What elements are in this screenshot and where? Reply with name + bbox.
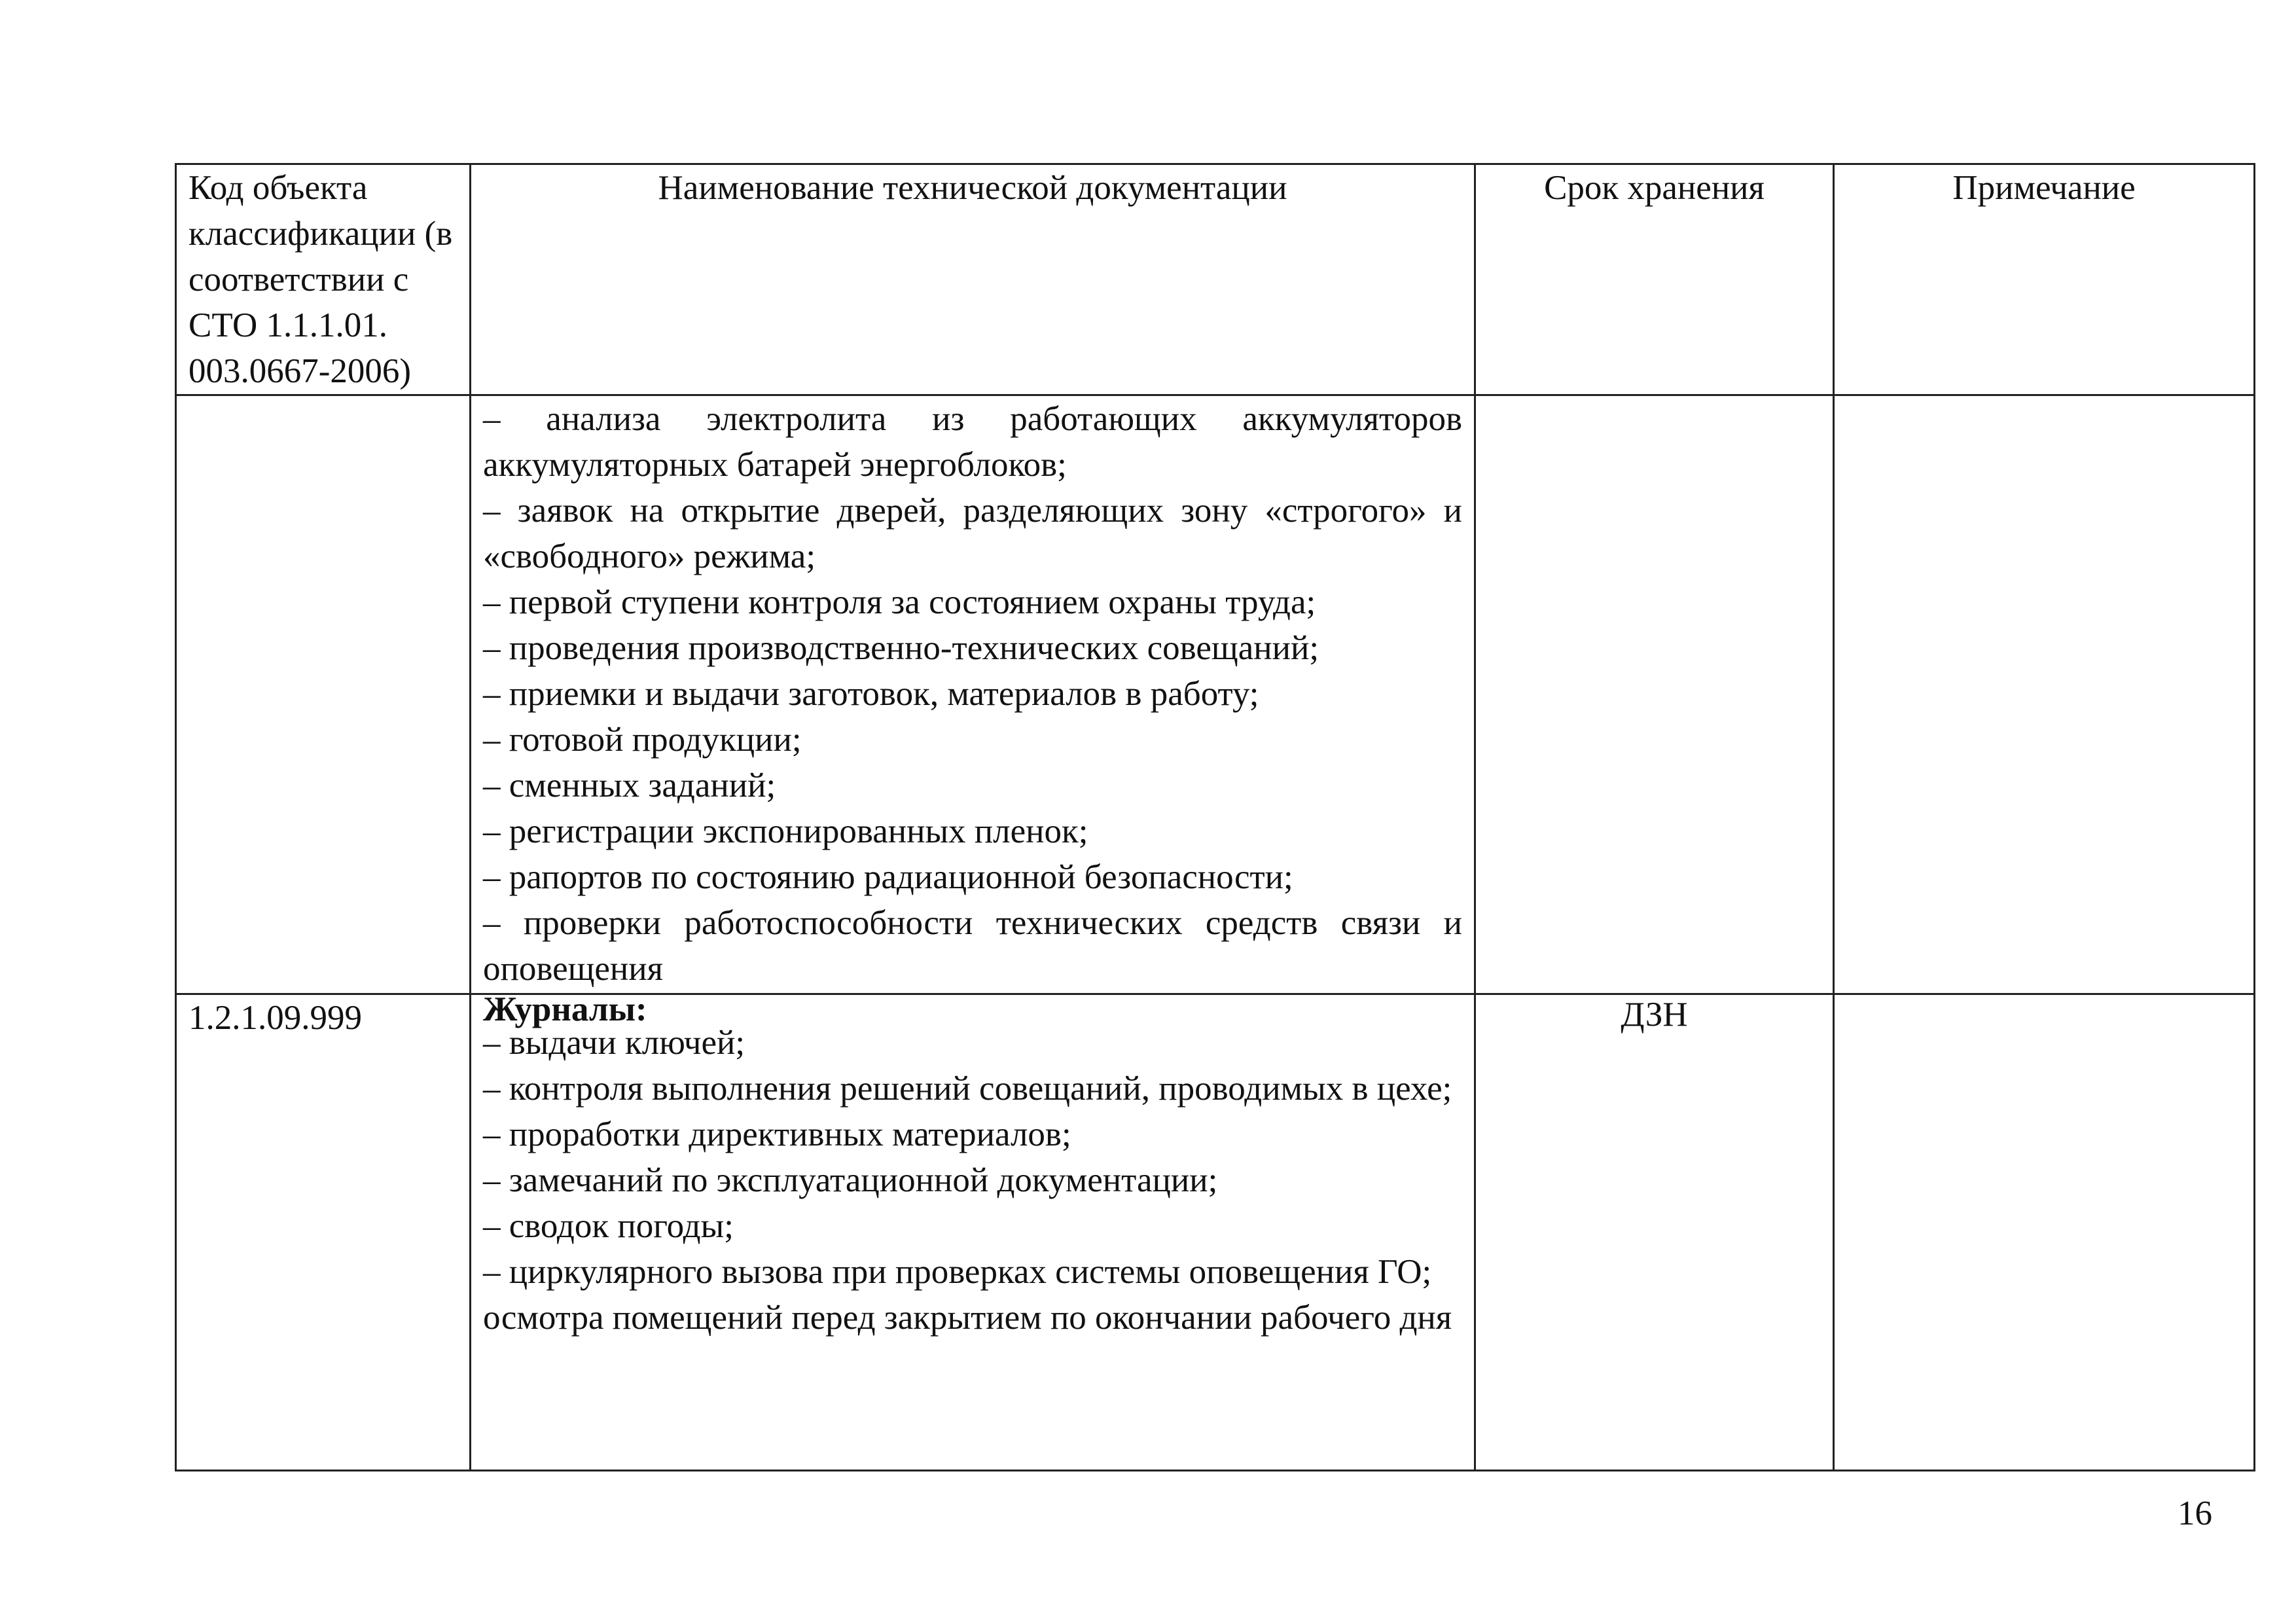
row-note-cell xyxy=(1834,395,2255,994)
header-note: Примечание xyxy=(1834,164,2255,395)
list-item: осмотра помещений перед закрытием по окончании рабочего дня xyxy=(483,1299,1452,1337)
row-term-cell: ДЗН xyxy=(1475,994,1834,1471)
list-item: – проверки работоспособности технических средств связи и оповещения xyxy=(483,904,1462,988)
doc-items-list xyxy=(483,1020,1462,1341)
page-number: 16 xyxy=(2178,1494,2212,1532)
list-item: – сменных заданий; xyxy=(483,767,776,804)
list-item: – циркулярного вызова при проверках системы оповещения ГО; xyxy=(483,1253,1432,1291)
list-item: – регистрации экспонированных пленок; xyxy=(483,812,1088,850)
list-item: – сводок погоды; xyxy=(483,1207,734,1245)
list-item: – проведения производственно-технических совещаний; xyxy=(483,629,1319,667)
row-code-cell xyxy=(176,395,471,994)
list-item: – рапортов по состоянию радиационной безопасности; xyxy=(483,858,1293,896)
header-retention-term: Срок хранения xyxy=(1475,164,1834,395)
header-doc-name: Наименование технической документации xyxy=(471,164,1475,395)
list-item: – проработки директивных материалов; xyxy=(483,1115,1071,1153)
list-item: – выдачи ключей; xyxy=(483,1024,745,1062)
row-doc-cell xyxy=(471,395,1475,994)
list-item: – готовой продукции; xyxy=(483,721,802,759)
row-code-cell: 1.2.1.09.999 xyxy=(176,994,471,1471)
list-item: – первой ступени контроля за состоянием охраны труда; xyxy=(483,583,1316,621)
row-doc-cell xyxy=(471,990,1475,1471)
doc-items-list xyxy=(483,396,1462,992)
journals-title: Журналы: xyxy=(483,990,647,1028)
documentation-table xyxy=(175,163,2255,1471)
list-item: – замечаний по эксплуатационной документации; xyxy=(483,1161,1218,1199)
list-item: – заявок на открытие дверей, разделяющих зону «строгого» и «свободного» режима; xyxy=(483,492,1462,575)
list-item: – анализа электролита из работающих аккумуляторов аккумуляторных батарей энергоблоков; xyxy=(483,400,1462,484)
list-item: – контроля выполнения решений совещаний, проводимых в цехе; xyxy=(483,1070,1452,1108)
table-row xyxy=(176,994,2255,1471)
table-row xyxy=(176,395,2255,994)
header-classification-code: Код объекта классификации (в соответствии с СТО 1.1.1.01. 003.0667-2006) xyxy=(176,164,471,395)
list-item: – приемки и выдачи заготовок, материалов в работу; xyxy=(483,675,1259,713)
table-header-row xyxy=(176,164,2255,395)
row-note-cell xyxy=(1834,994,2255,1471)
row-term-cell xyxy=(1475,395,1834,994)
